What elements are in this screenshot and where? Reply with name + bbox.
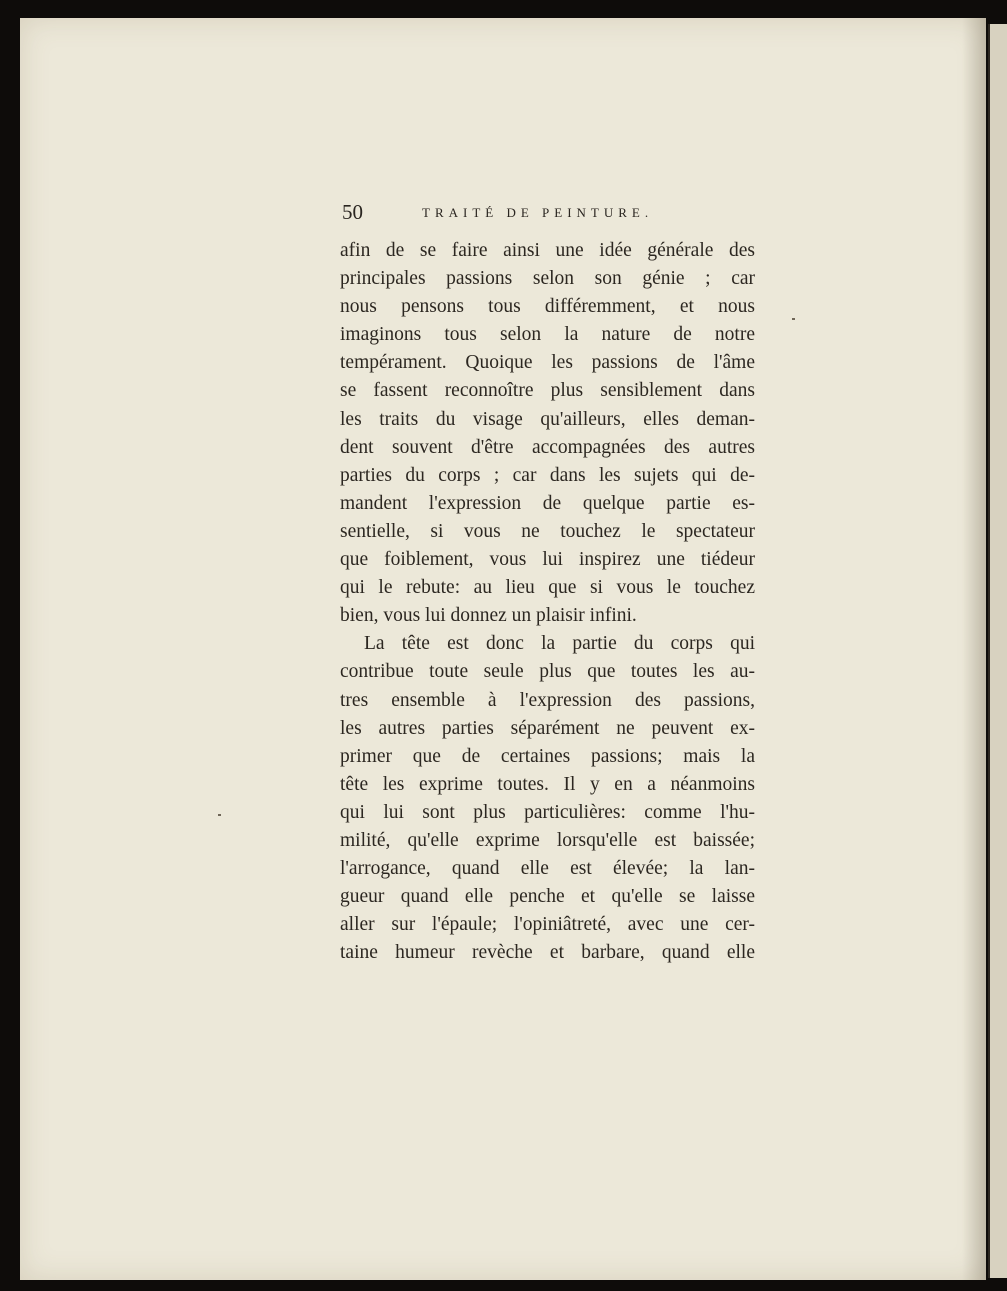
- text-line: tres ensemble à l'expression des passions,: [340, 689, 755, 711]
- text-line: primer que de certaines passions; mais la: [340, 745, 755, 767]
- text-line: tempérament. Quoique les passions de l'âme: [340, 352, 755, 374]
- text-line: qui le rebute: au lieu que si vous le touchez: [340, 577, 755, 599]
- text-line: tête les exprime toutes. Il y en a néanmoins: [340, 773, 755, 795]
- body-text: [340, 237, 755, 967]
- text-line: sentielle, si vous ne touchez le spectateur: [340, 520, 755, 542]
- page-header: [342, 200, 756, 224]
- text-line: imaginons tous selon la nature de notre: [340, 324, 755, 346]
- text-line: bien, vous lui donnez un plaisir infini.: [340, 605, 637, 627]
- text-line: taine humeur revèche et barbare, quand elle: [340, 942, 755, 964]
- text-line: nous pensons tous différemment, et nous: [340, 296, 755, 318]
- text-line: milité, qu'elle exprime lorsqu'elle est baissée;: [340, 829, 755, 851]
- paper-speck: [218, 814, 221, 816]
- facing-page-edge: [988, 24, 1007, 1278]
- text-line: que foiblement, vous lui inspirez une tiédeur: [340, 549, 755, 571]
- text-line: gueur quand elle penche et qu'elle se laisse: [340, 886, 755, 908]
- page-number: 50: [342, 200, 363, 224]
- text-line: mandent l'expression de quelque partie es-: [340, 492, 755, 514]
- page-shadow: [962, 18, 986, 1280]
- text-line: qui lui sont plus particulières: comme l'hu-: [340, 801, 755, 823]
- paper-speck: [792, 318, 795, 320]
- running-title: TRAITÉ DE PEINTURE.: [422, 205, 654, 220]
- text-line: parties du corps ; car dans les sujets qui de-: [340, 464, 755, 486]
- text-line: l'arrogance, quand elle est élevée; la lan-: [340, 858, 755, 880]
- text-line: dent souvent d'être accompagnées des autres: [340, 436, 755, 458]
- text-line: principales passions selon son génie ; car: [340, 268, 755, 290]
- text-line: se fassent reconnoître plus sensiblement dans: [340, 380, 755, 402]
- text-line: les traits du visage qu'ailleurs, elles deman-: [340, 408, 755, 430]
- text-line: aller sur l'épaule; l'opiniâtreté, avec une cer-: [340, 914, 755, 936]
- text-line: les autres parties séparément ne peuvent ex-: [340, 717, 755, 739]
- text-line: afin de se faire ainsi une idée générale des: [340, 240, 755, 261]
- text-line: contribue toute seule plus que toutes les au-: [340, 661, 755, 683]
- text-line: La tête est donc la partie du corps qui: [364, 633, 755, 655]
